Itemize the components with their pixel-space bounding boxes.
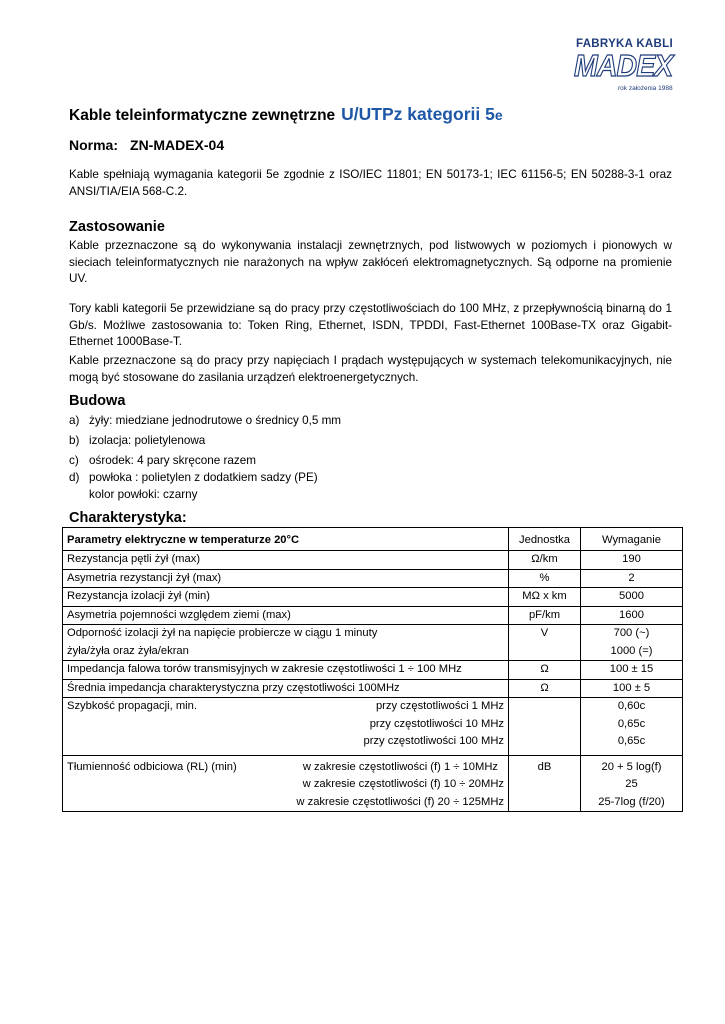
zastosowanie-paragraph-3: Kable przeznaczone są do pracy przy napięciach I prądach występujących w systemach telekomunikacyjnych, nie mogą być stosowane do zasilania urządzeń elektroenergetycznych. (69, 354, 672, 384)
header-param: Parametry elektryczne w temperaturze 20°C (63, 528, 509, 551)
table-row: Asymetria rezystancji żył (max) % 2 (63, 569, 683, 588)
zastosowanie-heading: Zastosowanie (69, 219, 165, 235)
zastosowanie-paragraph-1: Kable przeznaczone są do wykonywania instalacji zewnętrznych, pod listwowych w poziomych i pionowych w sieciach teleinformatycznych nie narażonych na wpływ zakłóceń elektromagnetycznych. Są odporne na promienie UV. (69, 239, 672, 286)
table-row: Rezystancja pętli żył (max) Ω/km 190 (63, 551, 683, 570)
logo-year: rok założenia 1988 (618, 85, 673, 92)
table-row: Średnia impedancja charakterystyczna przy częstotliwości 100MHz Ω 100 ± 5 (63, 679, 683, 698)
list-item: b) izolacja: polietylenowa (69, 434, 206, 447)
header-unit: Jednostka (509, 528, 581, 551)
budowa-heading: Budowa (69, 393, 126, 409)
charakterystyka-heading: Charakterystyka: (69, 510, 187, 526)
title-cable-type: U/UTPz kategorii 5e (341, 104, 503, 124)
table-row: Szybkość propagacji, min. przy częstotliwości 1 MHz przy częstotliwości 10 MHz przy częstotliwości 100 MHz 0,60c 0,65c 0,65c (63, 698, 683, 756)
list-item: c) ośrodek: 4 pary skręcone razem (69, 454, 256, 467)
table-row: Odporność izolacji żył na napięcie probiercze w ciągu 1 minuty żyła/żyła oraz żyła/ekran V 700 (~) 1000 (=) (63, 625, 683, 661)
title-main: Kable teleinformatyczne zewnętrzne (69, 107, 336, 124)
header-req: Wymaganie (581, 528, 683, 551)
table-row: Asymetria pojemności względem ziemi (max) pF/km 1600 (63, 606, 683, 625)
list-item-color: kolor powłoki: czarny (89, 488, 198, 501)
company-logo (574, 38, 678, 100)
logo-brand: MADEX (574, 48, 673, 83)
norma-value: ZN-MADEX-04 (130, 137, 225, 153)
table-header-row (63, 528, 683, 551)
zastosowanie-paragraph-2: Tory kabli kategorii 5e przewidziane są do pracy przy częstotliwościach do 100 MHz, z przepływnością binarną do 1 Gb/s. Możliwe zastosowania to: Token Ring, Ethernet, ISDN, TPDDI, Fast-Ethernet 100Base-TX oraz Gigabit-Ethernet 1000Base-T. (69, 302, 672, 349)
list-item: d) powłoka : polietylen z dodatkiem sadzy (PE) (69, 471, 318, 484)
table-row: Tłumienność odbiciowa (RL) (min) w zakresie częstotliwości (f) 1 ÷ 10MHz w zakresie częstotliwości (f) 10 ÷ 20MHz w zakresie częstotliwości (f) 20 ÷ 125MHz dB 20 + 5 log(f) 25 25-7log (f/20) (63, 755, 683, 812)
table-row: Rezystancja izolacji żył (min) MΩ x km 5000 (63, 588, 683, 607)
parameters-table (62, 527, 683, 812)
page-title (69, 104, 503, 125)
norma-label: Norma: (69, 137, 119, 153)
table-row: Impedancja falowa torów transmisyjnych w zakresie częstotliwości 1 ÷ 100 MHz Ω 100 ± 15 (63, 661, 683, 680)
intro-paragraph: Kable spełniają wymagania kategorii 5e zgodnie z ISO/IEC 11801; EN 50173-1; IEC 61156-5; EN 50288-3-1 oraz ANSI/TIA/EIA 568-C.2. (69, 168, 672, 198)
list-item: a) żyły: miedziane jednodrutowe o średnicy 0,5 mm (69, 414, 342, 427)
norma-line (69, 137, 224, 153)
logo-top-text: FABRYKA KABLI (576, 38, 673, 50)
